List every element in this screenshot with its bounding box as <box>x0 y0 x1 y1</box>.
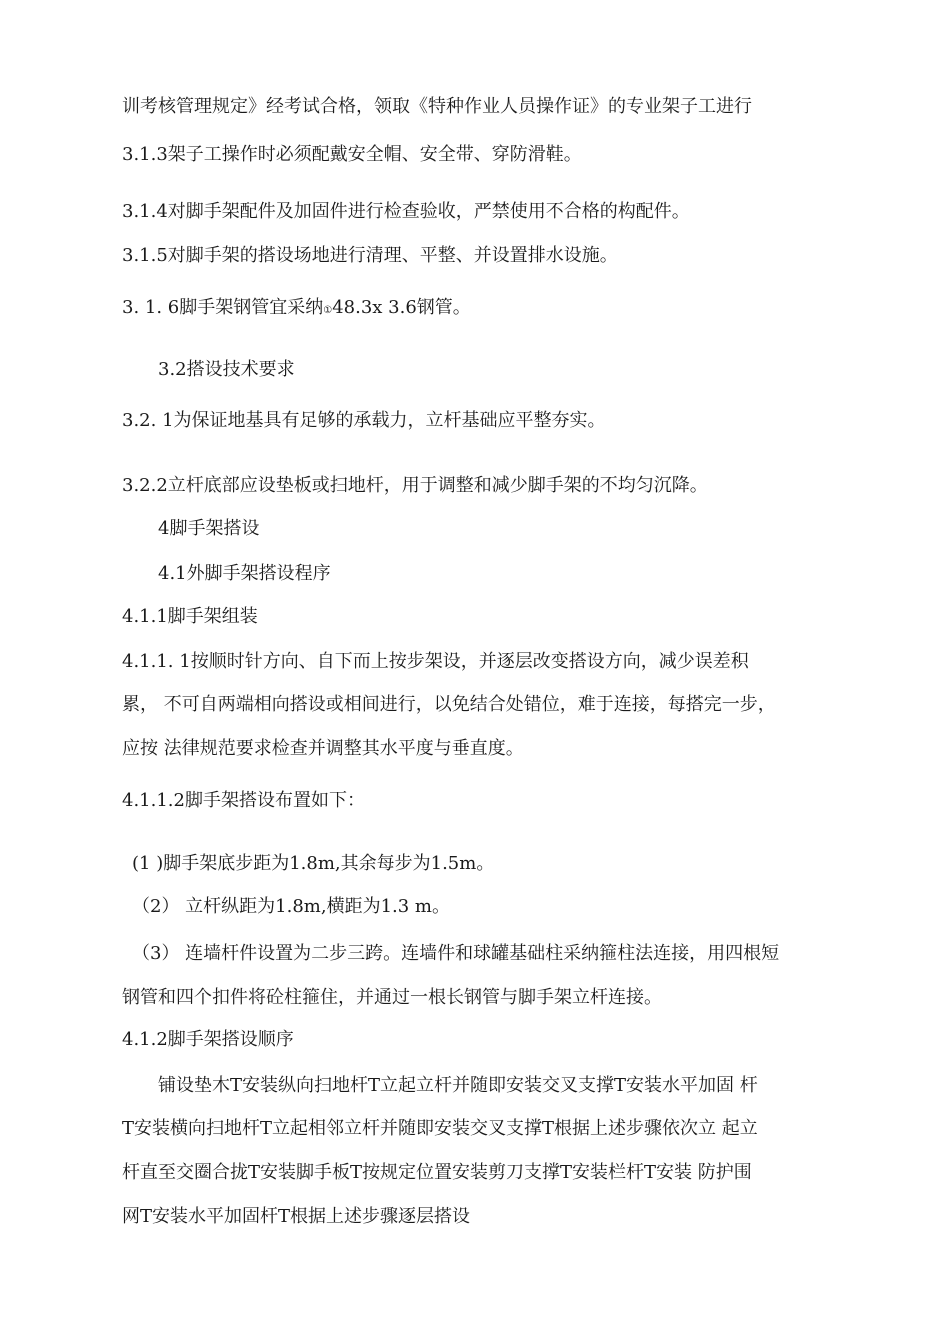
section-4-1-heading: 4.1外脚手架搭设程序 <box>158 563 331 584</box>
sequence-line-3: 杆直至交圈合拢T安装脚手板T按规定位置安装剪刀支撑T安装栏杆T安装 防护围 <box>122 1162 752 1183</box>
clause-3-1-3: 3.1.3架子工操作时必须配戴安全帽、安全带、穿防滑鞋。 <box>122 144 582 165</box>
list-item-1: (1 )脚手架底步距为1.8m,其余每步为1.5m。 <box>132 853 495 874</box>
sequence-line-2: T安装横向扫地杆T立起相邻立杆并随即安装交叉支撑T根据上述步骤依次立 起立 <box>122 1118 758 1139</box>
circled-one-symbol: ① <box>323 305 333 316</box>
clause-3-1-5: 3.1.5对脚手架的搭设场地进行清理、平整、并设置排水设施。 <box>122 245 618 266</box>
clause-3-1-4: 3.1.4对脚手架配件及加固件进行检查验收，严禁使用不合格的构配件。 <box>122 201 690 222</box>
clause-4-1-1-1-line-1: 4.1.1. 1按顺时针方向、自下而上按步架设，并逐层改变搭设方向，减少误差积 <box>122 651 749 672</box>
list-item-2: （2） 立杆纵距为1.8m,横距为1.3 m。 <box>132 896 451 917</box>
section-3-2-heading: 3.2搭设技术要求 <box>158 359 295 380</box>
clause-3-1-6 <box>122 295 471 324</box>
clause-3-1-6-spec: 48.3x 3.6钢管。 <box>332 297 471 318</box>
clause-3-2-1: 3.2. 1为保证地基具有足够的承载力，立杆基础应平整夯实。 <box>122 410 606 431</box>
section-4-1-1-heading: 4.1.1脚手架组装 <box>122 606 258 627</box>
list-item-3-line-1: （3） 连墙杆件设置为二步三跨。连墙件和球罐基础柱采纳箍柱法连接，用四根短 <box>132 943 780 964</box>
sequence-line-1: 铺设垫木T安装纵向扫地杆T立起立杆并随即安装交叉支撑T安装水平加固 杆 <box>158 1075 758 1096</box>
section-4-heading: 4脚手架搭设 <box>158 518 260 539</box>
clause-3-1-6-text: 3. 1. 6脚手架钢管宜采纳 <box>122 297 324 318</box>
clause-4-1-1-1-line-2: 累， 不可自两端相向搭设或相间进行，以免结合处错位，难于连接，每搭完一步， <box>122 694 776 715</box>
section-4-1-2-heading: 4.1.2脚手架搭设顺序 <box>122 1029 294 1050</box>
list-item-3-line-2: 钢管和四个扣件将砼柱箍住，并通过一根长钢管与脚手架立杆连接。 <box>122 987 662 1008</box>
clause-4-1-1-2: 4.1.1.2脚手架搭设布置如下： <box>122 790 365 811</box>
clause-4-1-1-1-line-3: 应按 法律规范要求检查并调整其水平度与垂直度。 <box>122 738 524 759</box>
sequence-line-4: 网T安装水平加固杆T根据上述步骤逐层搭设 <box>122 1206 471 1227</box>
paragraph-line: 训考核管理规定》经考试合格，领取《特种作业人员操作证》的专业架子工进行 <box>122 96 752 117</box>
clause-3-2-2: 3.2.2立杆底部应设垫板或扫地杆，用于调整和减少脚手架的不均匀沉降。 <box>122 475 708 496</box>
